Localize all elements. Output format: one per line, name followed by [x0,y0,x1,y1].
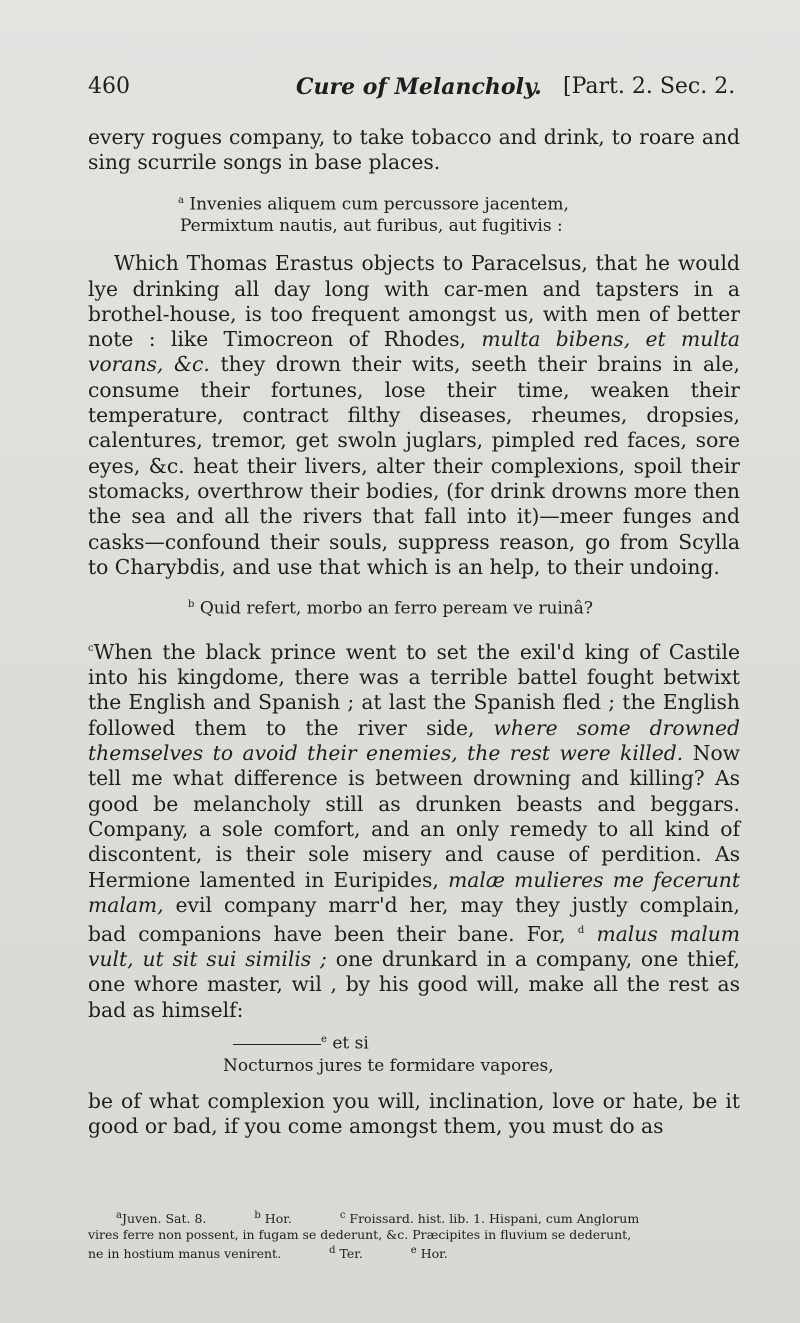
footnote-a-marker: a [116,1210,122,1221]
paragraph-4: be of what complexion you will, inclination, love or hate, be it good or bad, if you come amongst them, you must do as [88,1088,740,1138]
footnote-line-2: vires ferre non possent, in fugam se dederunt, &c. Præcipites in fluvium se dederunt, [88,1227,632,1243]
footnote-ref-a: a [178,194,184,206]
footnote-ref-c: c [88,643,94,655]
verse-quote-a [178,190,740,238]
paragraph-2 [88,251,740,580]
footnote-e: Hor. [420,1246,448,1262]
footnote-ref-b: b [188,599,195,611]
footnote-ref-d: d [577,925,585,937]
running-header [88,74,738,106]
verse2-line-1 [233,1029,740,1055]
paragraph-1: every rogues company, to take tobacco and drink, to roare and sing scurrile songs in base places. [88,125,740,175]
footnote-e-marker: e [410,1245,417,1257]
dash-rule [233,1044,321,1045]
footnote-c-marker: c [339,1210,346,1221]
footnote-c-3: ne in hostium manus venirent. [88,1246,282,1262]
footnote-line-1 [116,1208,738,1227]
footnote-b-marker: b [254,1210,261,1221]
quote-b-text: Quid refert, morbo an ferro peream ve ruinâ? [199,598,594,619]
running-title: Cure of Melancholy. [296,74,542,100]
footnote-line-3 [88,1243,738,1262]
section-label: [Part. 2. Sec. 2. [563,74,736,99]
footnotes [88,1208,738,1262]
para3-text-4: one drunkard in a company, one thief, one whore master, wil , by his good will, make all the rest as bad as himself: [88,947,740,1022]
para3-text-2: Now tell me what difference is between drowning and killing? As good be melancholy still as drunken beasts and beggars. Company, a sole comfort, and an only remedy to all kind of discontent, is their sole misery and cause of perdition. As Hermione lamented in Euripides, [88,741,741,892]
para3-italic-1: where some drowned themselves to avoid their enemies, the rest were killed. [88,715,740,766]
footnote-ref-e: e [321,1034,327,1046]
verse2-text-1: et si [332,1033,369,1054]
para2-text-1: Which Thomas Erastus objects to Paracelsus, that he would lye drinking all day long with car-men and tapsters in a brothel-house, is too frequent amongst us, with men of better note : like Timocreon of Rhodes, [88,251,740,352]
verse-line-2: Permixtum nautis, aut furibus, aut fugitivis : [180,216,563,237]
page-body [88,125,740,1139]
footnote-d: Ter. [339,1246,363,1262]
paragraph-3 [88,636,740,1023]
para2-text-2: they drown their wits, seeth their brains in ale, consume their fortunes, lose their time, weaken their temperature, contract filthy diseases, rheumes, dropsies, calentures, tremor, get swoln juglars, pimpled red faces, sore eyes, &c. heat their livers, alter their complexions, spoil their stomacks, overthrow their bodies, (for drink drowns more then the sea and all the rivers that fall into it)—meer funges and casks—confound their souls, suppress reason, go from Scylla to Charybdis, and use that which is an help, to their undoing. [88,352,740,579]
verse2-line-2: Nocturnos jures te formidare vapores, [223,1055,554,1076]
verse-line-1 [178,190,740,216]
footnote-b: Hor. [264,1211,292,1227]
para3-text-1: When the black prince went to set the exil'd king of Castile into his kingdome, there was a terrible battel fought betwixt the English and Spanish ; at last the Spanish fled ; the English followed them to the river side, [88,639,740,740]
para3-italic-2: malæ mulieres me fecerunt malam, [88,867,740,917]
footnote-d-marker: d [329,1245,336,1257]
para2-italic-1: multa bibens, et multa vorans, &c. [88,327,740,377]
para3-text-3: evil company marr'd her, may they justly complain, bad companions have been their bane. For, [88,892,740,946]
footnote-a: Juven. Sat. 8. [121,1211,207,1227]
quote-b [188,592,740,622]
para3-italic-3: malus malum vult, ut sit sui similis ; [88,921,740,972]
footnote-c-1: Froissard. hist. lib. 1. Hispani, cum Anglorum [349,1211,640,1227]
page-number: 460 [88,74,130,99]
verse-quote-e [223,1029,740,1077]
verse-text-1: Invenies aliquem cum percussore jacentem, [189,194,569,215]
